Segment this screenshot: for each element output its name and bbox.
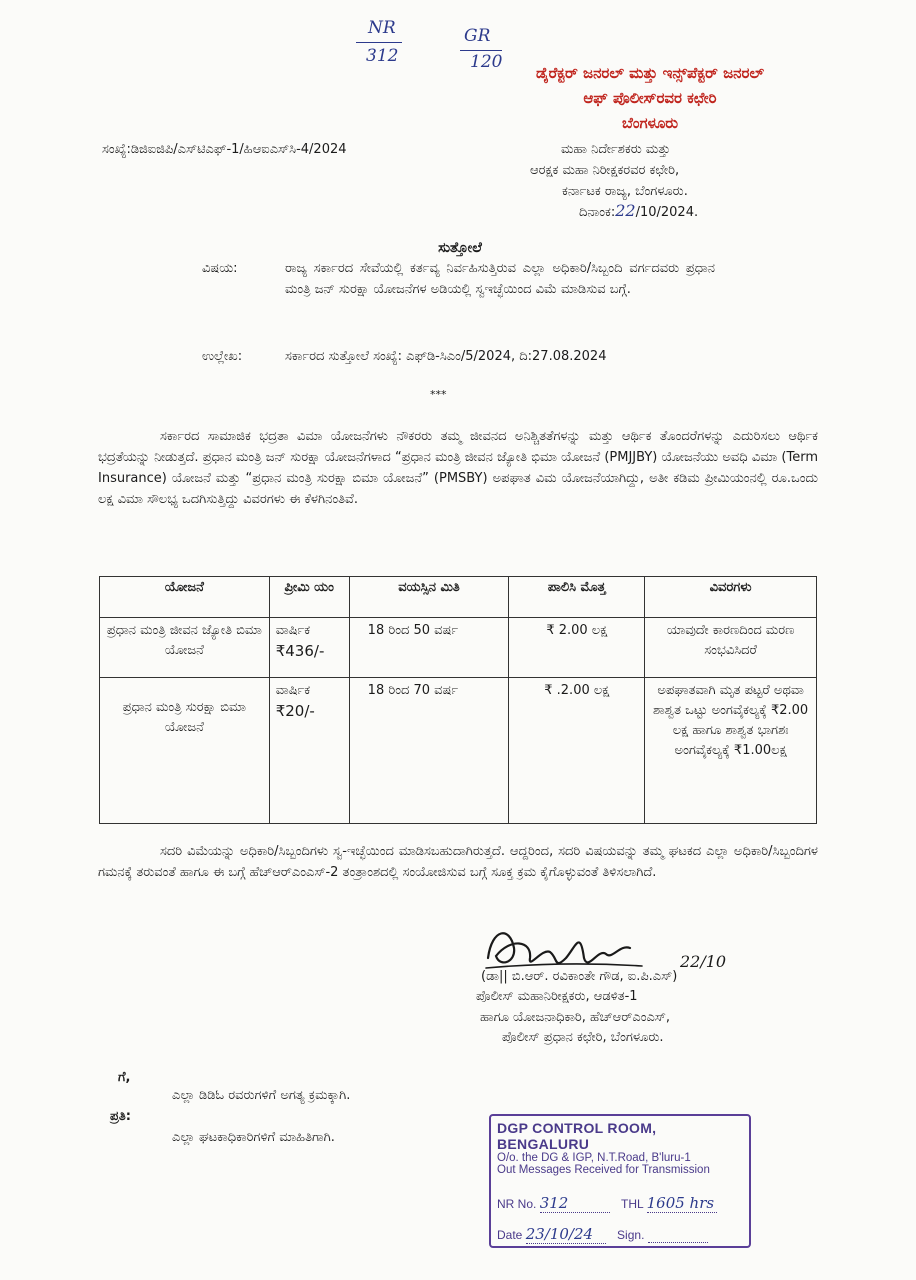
signatory-line2: ಹಾಗೂ ಯೋಜನಾಧಿಕಾರಿ, ಹೆಚ್‌ಆರ್‌ಎಂಎಸ್,: [480, 1010, 671, 1025]
cell-scheme: ಪ್ರಧಾನ ಮಂತ್ರಿ ಸುರಕ್ಷಾ ಬಿಮಾ ಯೋಜನೆ: [100, 678, 270, 824]
cell-details: ಯಾವುದೇ ಕಾರಣದಿಂದ ಮರಣ ಸಂಭವಿಸಿದರೆ: [645, 618, 817, 678]
date-rest: /10/2024.: [635, 205, 699, 220]
stamp-sign-label: Sign.: [617, 1228, 645, 1242]
stamp-date-row: [497, 1225, 743, 1244]
insurance-scheme-table: [99, 576, 817, 824]
cell-age-limit: 18 ರಿಂದ 50 ವರ್ಷ: [349, 618, 509, 678]
signature-date-handwritten: 22/10: [680, 952, 727, 971]
office-heading-line1: ಡೈರೆಕ್ಟರ್ ಜನರಲ್ ಮತ್ತು ಇನ್ಸ್‌ಪೆಕ್ಟರ್ ಜನರಲ್: [535, 64, 765, 82]
address-line2: ಆರಕ್ಷಕ ಮಹಾ ನಿರೀಕ್ಷಕರವರ ಕಛೇರಿ,: [530, 163, 680, 178]
stamp-nr-label: NR No.: [497, 1197, 537, 1211]
premium-label: ವಾರ್ಷಿಕ: [275, 683, 311, 698]
cell-policy-amount: ₹ .2.00 ಲಕ್ಷ: [509, 678, 645, 824]
premium-label: ವಾರ್ಷಿಕ: [275, 623, 311, 638]
address-line1: ಮಹಾ ನಿರ್ದೇಶಕರು ಮತ್ತು: [561, 142, 671, 157]
copy-label: ಪ್ರತಿ:: [110, 1109, 131, 1124]
stamp-nr-row: [497, 1194, 743, 1213]
date-day-handwritten: 22: [615, 201, 636, 220]
reference-text: ಸರ್ಕಾರದ ಸುತ್ತೋಲೆ ಸಂಖ್ಯೆ: ಎಫ್‌ಡಿ-ಸಿಎಂ/5/2024, ದಿ:27.08.2024: [285, 349, 607, 364]
to-label: ಗೆ,: [118, 1070, 131, 1085]
table-row: [100, 618, 817, 678]
header-policy-amount: ಪಾಲಿಸಿ ಮೊತ್ತ: [509, 577, 645, 618]
intro-paragraph: ಸರ್ಕಾರದ ಸಾಮಾಜಿಕ ಭದ್ರತಾ ವಿಮಾ ಯೋಜನೆಗಳು ನೌಕರರು ತಮ್ಮ ಜೀವನದ ಅನಿಶ್ಚಿತತೆಗಳನ್ನು ಮತ್ತು ಆರ್ಥಿಕ ತೊಂದರೆಗಳನ್ನು ಎದುರಿಸಲು ಆರ್ಥಿಕ ಭದ್ರತೆಯನ್ನು ನೀಡುತ್ತದೆ. ಪ್ರಧಾನ ಮಂತ್ರಿ ಜನ್ ಸುರಕ್ಷಾ ಯೋಜನೆಗಳಾದ “ಪ್ರಧಾನ ಮಂತ್ರಿ ಜೀವನ ಜ್ಯೋತಿ ಭಿಮಾ ಯೋಜನೆ (PMJJBY) ಯೋಜನೆಯು ಅವಧಿ ವಿಮಾ (Term Insurance) ಯೋಜನೆ ಮತ್ತು “ಪ್ರಧಾನ ಮಂತ್ರಿ ಸುರಕ್ಷಾ ಬಿಮಾ ಯೋಜನೆ” (PMSBY) ಅಪಘಾತ ವಿಮ ಯೋಜನೆಯಾಗಿದ್ದು, ಅತೀ ಕಡಿಮ ಪ್ರೀಮಿಯಂನಲ್ಲಿ ರೂ.ಒಂದು ಲಕ್ಷ ವಿಮಾ ಸೌಲಭ್ಯ ಒದಗಿಸುತ್ತಿದ್ದು ವಿವರಗಳು ಈ ಕೆಳಗಿನಂತಿವೆ.: [98, 429, 818, 507]
reference-number: ಸಂಖ್ಯೆ:ಡಿಜಿಐಜಿಪಿ/ಎಸ್‌ಟಿಎಫ್-1/ಹಿಆಐಎಸ್‌ಸಿ-4/2024: [102, 142, 347, 157]
cell-premium: [269, 678, 349, 824]
stamp-nr-value: 312: [540, 1194, 610, 1213]
stamp-line1: DGP CONTROL ROOM, BENGALURU: [497, 1120, 657, 1152]
address-line3: ಕರ್ನಾಟಕ ರಾಜ್ಯ, ಬೆಂಗಳೂರು.: [562, 184, 688, 199]
subject-text: ರಾಜ್ಯ ಸರ್ಕಾರದ ಸೇವೆಯಲ್ಲಿ ಕರ್ತವ್ಯ ನಿರ್ವಹಿಸುತ್ತಿರುವ ಎಲ್ಲಾ ಅಧಿಕಾರಿ/ಸಿಬ್ಬಂದಿ ವರ್ಗದವರು ಪ್ರಧಾನ ಮಂತ್ರಿ ಜನ್ ಸುರಕ್ಷಾ ಯೋಜನೆಗಳ ಅಡಿಯಲ್ಲಿ ಸ್ವಇಚ್ಛೆಯಿಂದ ವಿಮೆ ಮಾಡಿಸುವ ಬಗ್ಗೆ.: [285, 261, 715, 297]
letter-date: [579, 200, 698, 223]
cell-scheme: ಪ್ರಧಾನ ಮಂತ್ರಿ ಜೀವನ ಜ್ಯೋತಿ ಬಿಮಾ ಯೋಜನೆ: [100, 618, 270, 678]
closing-paragraph: ಸದರಿ ವಿಮೆಯನ್ನು ಅಧಿಕಾರಿ/ಸಿಬ್ಬಂದಿಗಳು ಸ್ವ-ಇಚ್ಛೆಯಿಂದ ಮಾಡಿಸಬಹುದಾಗಿರುತ್ತದೆ. ಆದ್ದರಿಂದ, ಸದರಿ ವಿಷಯವನ್ನು ತಮ್ಮ ಘಟಕದ ಎಲ್ಲಾ ಅಧಿಕಾರಿ/ಸಿಬ್ಬಂದಿಗಳ ಗಮನಕ್ಕೆ ತರುವಂತೆ ಹಾಗೂ ಈ ಬಗ್ಗೆ ಹೆಚ್‌ಆರ್‌ಎಂಎಸ್-2 ತಂತ್ರಾಂಶದಲ್ಲಿ ಸಂಯೋಜಿಸುವ ಬಗ್ಗೆ ಸೂಕ್ತ ಕ್ರಮ ಕೈಗೊಳ್ಳುವಂತೆ ತಿಳಿಸಲಾಗಿದೆ.: [98, 844, 818, 880]
handwritten-nr-label: NR: [368, 18, 396, 38]
cell-age-limit: 18 ರಿಂದ 70 ವರ್ಷ: [349, 678, 509, 824]
header-premium: ಪ್ರೀಮಿ ಯಂ: [269, 577, 349, 618]
signatory-line1: ಪೊಲೀಸ್ ಮಹಾನಿರೀಕ್ಷಕರು, ಆಡಳಿತ-1: [476, 989, 638, 1004]
cell-details: ಅಪಘಾತವಾಗಿ ಮೃತ ಪಟ್ಟರೆ ಅಥವಾ ಶಾಶ್ವತ ಒಟ್ಟು ಅಂಗವೈಕಲ್ಯಕ್ಕೆ ₹2.00 ಲಕ್ಷ ಹಾಗೂ ಶಾಶ್ವತ ಭಾಗಶಃ ಅಂಗವೈಕಲ್ಯಕ್ಕೆ ₹1.00ಲಕ್ಷ: [645, 678, 817, 824]
stamp-thl-value: 1605 hrs: [647, 1194, 717, 1213]
signatory-name: (ಡಾ|| ಬಿ.ಆರ್. ರವಿಕಾಂತೇ ಗೌಡ, ಐ.ಪಿ.ಎಸ್): [481, 969, 678, 984]
table-header-row: [100, 577, 817, 618]
handwritten-nr-number: 312: [366, 46, 399, 66]
signatory-line3: ಪೊಲೀಸ್ ಪ್ರಧಾನ ಕಛೇರಿ, ಬೆಂಗಳೂರು.: [502, 1030, 664, 1045]
handwritten-gr-label: GR: [464, 26, 491, 46]
to-text: ಎಲ್ಲಾ ಡಿಡಿಓ ರವರುಗಳಿಗೆ ಅಗತ್ಯ ಕ್ರಮಕ್ಕಾಗಿ.: [172, 1088, 351, 1103]
premium-amount: ₹20/-: [275, 702, 315, 720]
copy-text: ಎಲ್ಲಾ ಘಟಕಾಧಿಕಾರಿಗಳಿಗೆ ಮಾಹಿತಿಗಾಗಿ.: [172, 1130, 335, 1145]
table-row: [100, 678, 817, 824]
header-details: ವಿವರಗಳು: [645, 577, 817, 618]
stamp-line2: O/o. the DG & IGP, N.T.Road, B'luru-1: [497, 1152, 691, 1164]
stamp-date-value: 23/10/24: [526, 1225, 606, 1244]
circular-title: ಸುತ್ತೋಲೆ: [438, 240, 482, 256]
date-label: ದಿನಾಂಕ:: [579, 205, 616, 220]
office-heading-line2: ಆಫ್ ಪೊಲೀಸ್‌ರವರ ಕಛೇರಿ: [583, 89, 717, 107]
stamp-sign-scribble: [648, 1228, 708, 1243]
stamp-line3: Out Messages Received for Transmission: [497, 1164, 710, 1176]
separator-stars: ***: [430, 388, 447, 401]
subject-label: ವಿಷಯ:: [202, 261, 238, 276]
stamp-date-label: Date: [497, 1228, 523, 1242]
cell-premium: [269, 618, 349, 678]
premium-amount: ₹436/-: [275, 642, 325, 660]
dgp-control-room-stamp: [489, 1114, 751, 1248]
stamp-thl-label: THL: [621, 1197, 644, 1211]
reference-label: ಉಲ್ಲೇಖ:: [202, 349, 243, 364]
handwritten-gr-number: 120: [470, 52, 503, 72]
handwritten-gr-underline: [460, 50, 502, 51]
handwritten-nr-underline: [356, 42, 402, 43]
cell-policy-amount: ₹ 2.00 ಲಕ್ಷ: [509, 618, 645, 678]
header-scheme: ಯೋಜನೆ: [100, 577, 270, 618]
header-age-limit: ವಯಸ್ಸಿನ ಮಿತಿ: [349, 577, 509, 618]
office-heading-line3: ಬೆಂಗಳೂರು: [621, 114, 679, 132]
